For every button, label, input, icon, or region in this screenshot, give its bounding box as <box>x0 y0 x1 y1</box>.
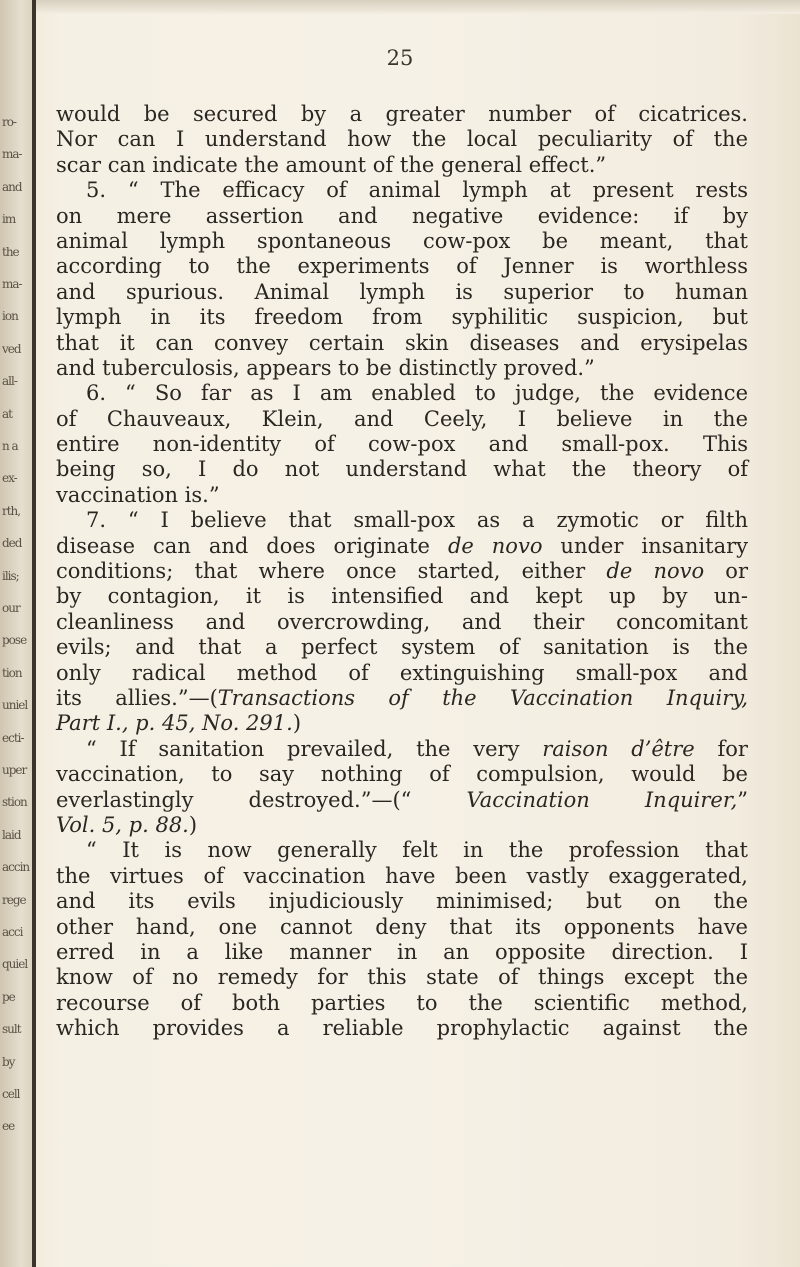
text-line: by contagion, it is intensified and kept up by un- <box>56 584 748 609</box>
facing-page-fragment: uniel <box>2 698 28 713</box>
facing-page-gutter <box>0 0 36 1267</box>
text-line: being so, I do not understand what the theory of <box>56 457 748 482</box>
text-line: and its evils injudiciously minimised; but on the <box>56 889 748 914</box>
facing-page-fragment: accin <box>2 860 30 875</box>
facing-page-fragment: ved <box>2 341 21 356</box>
text-line: according to the experiments of Jenner is worthless <box>56 254 748 279</box>
facing-page-fragment: laid <box>2 827 21 842</box>
text-line: and tuberculosis, appears to be distinctly proved.” <box>56 355 595 380</box>
facing-page-fragment: and <box>2 179 22 194</box>
facing-page-fragment: our <box>2 601 20 615</box>
text-line: “ It is now generally felt in the profession that <box>86 838 748 863</box>
text-line: only radical method of extinguishing small-pox and <box>56 660 748 685</box>
facing-page-fragment: ex- <box>2 471 17 486</box>
text-line: conditions; that where once started, either de novo or <box>56 559 748 584</box>
facing-page-fragment: uper <box>2 763 27 777</box>
binding-edge <box>32 0 36 1267</box>
facing-page-fragment: n a <box>2 439 18 453</box>
text-line: its allies.”—(Transactions of the Vaccination Inquiry, <box>56 685 748 710</box>
facing-page-fragment: stion <box>2 795 27 810</box>
text-line: recourse of both parties to the scientific method, <box>56 990 748 1015</box>
facing-page-fragment: all- <box>2 374 17 389</box>
text-line: disease can and does originate de novo under insanitary <box>56 533 748 558</box>
text-line: 6. “ So far as I am enabled to judge, the evidence <box>86 381 748 406</box>
text-line: lymph in its freedom from syphilitic suspicion, but <box>56 305 748 330</box>
text-line: know of no remedy for this state of things except the <box>56 965 748 990</box>
facing-page-fragment: im <box>2 212 16 227</box>
facing-page-fragment: ecti- <box>2 730 24 745</box>
text-line: Part I., p. 45, No. 291.) <box>56 711 302 736</box>
facing-page-fragment: pe <box>2 989 15 1004</box>
text-line: on mere assertion and negative evidence: if by <box>56 203 748 228</box>
facing-page-fragment: ma- <box>2 147 22 162</box>
text-line: would be secured by a greater number of cicatrices. <box>56 102 748 126</box>
page-number: 25 <box>386 46 414 70</box>
text-line: and spurious. Animal lymph is superior to human <box>56 279 748 304</box>
facing-page-fragment: ded <box>2 536 22 551</box>
facing-page-fragment: cell <box>2 1087 20 1101</box>
facing-page-fragment: the <box>2 244 19 259</box>
facing-page-fragment: ilis; <box>2 568 19 583</box>
facing-page-fragment: ro- <box>2 115 17 129</box>
text-line: 5. “ The efficacy of animal lymph at present rests <box>86 178 748 203</box>
facing-page-fragment: by <box>2 1054 15 1069</box>
text-line: scar can indicate the amount of the general effect.” <box>56 152 607 177</box>
text-line: erred in a like manner in an opposite direction. I <box>56 939 748 964</box>
text-line: entire non-identity of cow-pox and small-pox. This <box>56 432 748 457</box>
text-line: everlastingly destroyed.”—(“ Vaccination Inquirer,” <box>56 787 749 812</box>
facing-page-fragment: pose <box>2 633 27 648</box>
text-line: 7. “ I believe that small-pox as a zymotic or filth <box>86 508 748 533</box>
text-line: evils; and that a perfect system of sanitation is the <box>56 635 748 660</box>
page-top-shadow <box>36 0 800 14</box>
facing-page-fragment: ion <box>2 309 18 324</box>
text-line: animal lymph spontaneous cow-pox be meant, that <box>56 228 748 253</box>
text-line: cleanliness and overcrowding, and their concomitant <box>56 609 748 634</box>
text-line: the virtues of vaccination have been vastly exaggerated, <box>56 863 748 888</box>
text-line: Vol. 5, p. 88.) <box>56 812 198 837</box>
text-line: that it can convey certain skin diseases and erysipelas <box>56 330 748 355</box>
facing-page-fragment: acci <box>2 925 23 939</box>
text-line: vaccination is.” <box>56 482 220 507</box>
facing-page-fragment: rth, <box>2 503 21 518</box>
facing-page-fragment: sult <box>2 1022 21 1037</box>
facing-page-fragment: rege <box>2 892 26 907</box>
facing-page-fragment: tion <box>2 665 22 680</box>
text-line: other hand, one cannot deny that its opponents have <box>56 914 748 939</box>
facing-page-fragment: at <box>2 406 12 421</box>
facing-page-fragment: ee <box>2 1119 15 1134</box>
facing-page-fragment: ma- <box>2 277 22 291</box>
text-line: of Chauveaux, Klein, and Ceely, I believe in the <box>56 406 748 431</box>
text-line: which provides a reliable prophylactic against the <box>56 1016 748 1041</box>
text-line: Nor can I understand how the local peculiarity of the <box>56 127 748 152</box>
text-line: “ If sanitation prevailed, the very raison d’être for <box>86 736 748 761</box>
facing-page-fragment: quiel <box>2 957 28 972</box>
body-text <box>56 102 748 1041</box>
text-line: vaccination, to say nothing of compulsion, would be <box>56 762 748 787</box>
